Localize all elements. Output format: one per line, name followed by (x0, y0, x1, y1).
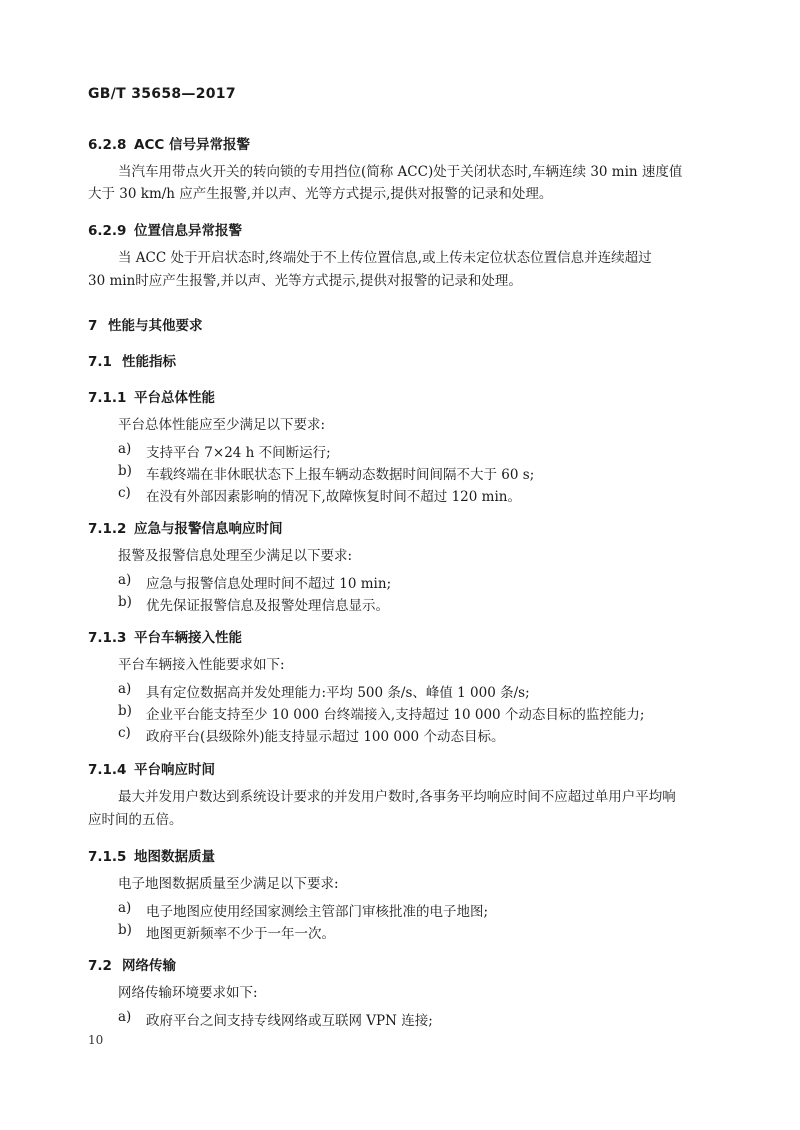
heading-7-1 (88, 350, 176, 370)
paragraph-line: 平台总体性能应至少满足以下要求: (118, 417, 326, 433)
heading-7-1-2 (88, 517, 283, 537)
list-text: 应急与报警信息处理时间不超过 10 min; (146, 576, 392, 592)
heading-7-1-3 (88, 626, 242, 646)
list-text: 具有定位数据高并发处理能力:平均 500 条/s、峰值 1 000 条/s; (146, 685, 530, 701)
heading-6-2-9 (88, 219, 242, 239)
paragraph-line: 应时间的五倍。 (88, 812, 183, 828)
list-label: c) (118, 725, 131, 741)
heading-6-2-8 (88, 133, 250, 153)
heading-title: 应急与报警信息响应时间 (134, 521, 283, 537)
heading-number: 7.1.1 (88, 390, 127, 406)
paragraph-line: 当 ACC 处于开启状态时,终端处于不上传位置信息,或上传未定位状态位置信息并连续超过 (118, 250, 652, 266)
standard-number-header: GB/T 35658—2017 (88, 86, 236, 102)
heading-number: 7.1.2 (88, 521, 127, 537)
list-label: a) (118, 1009, 132, 1025)
paragraph-line: 当汽车用带点火开关的转向锁的专用挡位(简称 ACC)处于关闭状态时,车辆连续 30 min 速度值 (118, 164, 683, 180)
heading-title: 网络传输 (122, 958, 176, 974)
list-text: 政府平台之间支持专线网络或互联网 VPN 连接; (146, 1013, 433, 1029)
list-text: 支持平台 7×24 h 不间断运行; (146, 445, 331, 461)
page-number: 10 (88, 1033, 104, 1047)
heading-number: 7.1.4 (88, 762, 127, 778)
heading-title: 性能指标 (122, 354, 176, 370)
list-text: 企业平台能支持至少 10 000 台终端接入,支持超过 10 000 个动态目标的监控能力; (146, 707, 645, 723)
heading-7-1-5 (88, 845, 215, 865)
list-label: a) (118, 441, 132, 457)
list-label: a) (118, 681, 132, 697)
heading-7-2 (88, 954, 176, 974)
list-label: b) (118, 594, 132, 610)
heading-7-1-1 (88, 386, 215, 406)
list-text: 优先保证报警信息及报警处理信息显示。 (146, 598, 389, 614)
list-text: 政府平台(县级除外)能支持显示超过 100 000 个动态目标。 (146, 729, 505, 745)
list-label: a) (118, 900, 132, 916)
heading-title: 平台响应时间 (134, 762, 215, 778)
paragraph-line: 30 min时应产生报警,并以声、光等方式提示,提供对报警的记录和处理。 (88, 273, 522, 289)
heading-title: 平台总体性能 (134, 390, 215, 406)
heading-title: 位置信息异常报警 (134, 223, 242, 239)
list-label: a) (118, 572, 132, 588)
heading-number: 7 (88, 318, 98, 334)
heading-number: 7.2 (88, 958, 112, 974)
list-text: 在没有外部因素影响的情况下,故障恢复时间不超过 120 min。 (146, 489, 521, 505)
list-text: 地图更新频率不少于一年一次。 (146, 926, 335, 942)
heading-title: 地图数据质量 (134, 849, 215, 865)
paragraph-line: 网络传输环境要求如下: (118, 985, 258, 1001)
list-label: b) (118, 922, 132, 938)
heading-number: 7.1.3 (88, 630, 127, 646)
heading-title: 性能与其他要求 (108, 318, 203, 334)
paragraph-line: 大于 30 km/h 应产生报警,并以声、光等方式提示,提供对报警的记录和处理。 (88, 186, 553, 202)
list-text: 电子地图应使用经国家测绘主管部门审核批准的电子地图; (146, 904, 489, 920)
list-text: 车载终端在非休眠状态下上报车辆动态数据时间间隔不大于 60 s; (146, 467, 535, 483)
heading-title: 平台车辆接入性能 (134, 630, 242, 646)
heading-number: 7.1 (88, 354, 112, 370)
paragraph-line: 最大并发用户数达到系统设计要求的并发用户数时,各事务平均响应时间不应超过单用户平均响 (118, 789, 676, 805)
paragraph-line: 电子地图数据质量至少满足以下要求: (118, 876, 339, 892)
heading-7 (88, 314, 203, 334)
heading-number: 6.2.8 (88, 137, 127, 153)
list-label: b) (118, 463, 132, 479)
heading-7-1-4 (88, 758, 215, 778)
heading-number: 7.1.5 (88, 849, 127, 865)
heading-title: ACC 信号异常报警 (134, 137, 250, 153)
heading-number: 6.2.9 (88, 223, 127, 239)
paragraph-line: 报警及报警信息处理至少满足以下要求: (118, 548, 353, 564)
paragraph-line: 平台车辆接入性能要求如下: (118, 657, 285, 673)
list-label: c) (118, 485, 131, 501)
list-label: b) (118, 703, 132, 719)
